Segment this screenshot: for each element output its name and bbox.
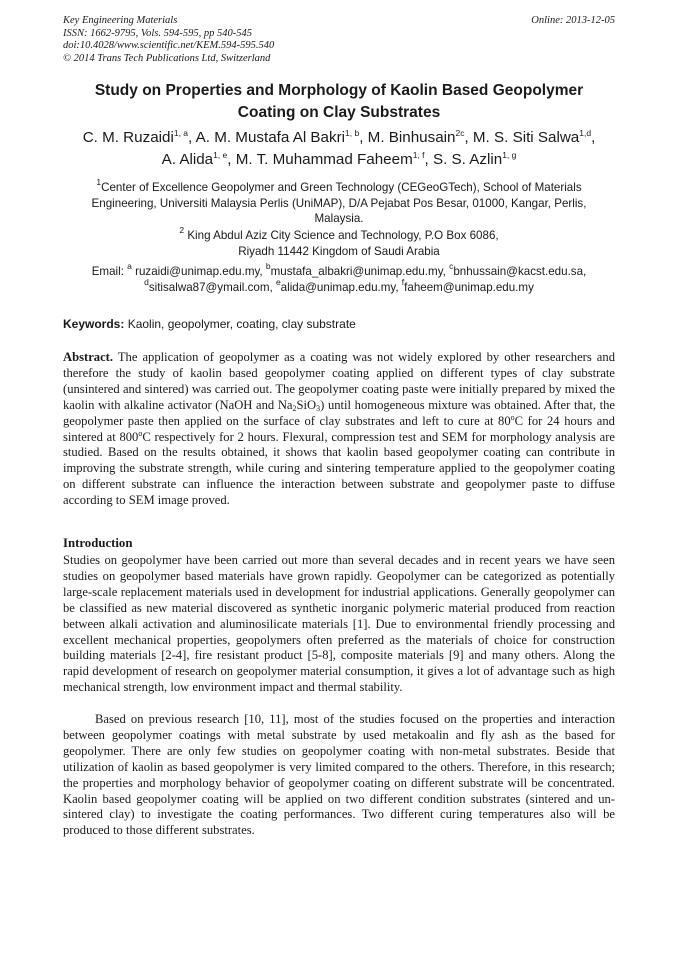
email-mark: f bbox=[401, 276, 405, 287]
author-affiliation-mark: 1, g bbox=[502, 150, 517, 160]
email-address[interactable]: bnhussain@kacst.edu.sa, bbox=[453, 265, 587, 278]
author-name: A. Alida bbox=[161, 151, 214, 168]
email-mark: a bbox=[127, 261, 132, 271]
author-name: M. T. Muhammad Faheem bbox=[235, 151, 413, 168]
keywords bbox=[63, 316, 615, 332]
author-separator: , bbox=[464, 129, 473, 146]
keywords-label: Keywords: bbox=[63, 317, 125, 331]
email-address[interactable]: ruzaidi@unimap.edu.my, bbox=[131, 265, 266, 278]
abstract-text: C for 24 hours and sintered at 800 bbox=[63, 413, 615, 444]
affiliation-line: Malaysia. bbox=[314, 212, 364, 225]
affiliation-mark: 1 bbox=[96, 177, 102, 187]
copyright-line: © 2014 Trans Tech Publications Ltd, Switzerland bbox=[63, 52, 271, 64]
introduction-paragraph-1: Studies on geopolymer have been carried out more than several decades and in recent years we have seen studies on geopolymer based materials have grown rapidly. Geopolymer can be categorized as potentially large-scale replacement materials used in development for industrial applications. Generally geopolymer can be classified as new material discovered as synthetic inorganic polymeric material produced from reaction between alkali activation and aluminosilicate materials [1]. Due to environmental friendly processing and excellent mechanical properties, geopolymers often preferred as the materials of choice for construction building materials [2-4], fire resistant product [5-8], composite materials [9] and many others. Along the rapid development of research on geopolymer material consumption, it gives a lot of advantage such as high mechanical strength, low environment impact and thermal stability. bbox=[63, 553, 615, 695]
degree-mark: o bbox=[138, 428, 143, 438]
issn-line: ISSN: 1662-9795, Vols. 594-595, pp 540-545 bbox=[63, 27, 252, 39]
author-name: S. S. Azlin bbox=[432, 151, 503, 168]
author-separator: , bbox=[424, 151, 433, 168]
author-affiliation-mark: 1,d bbox=[579, 128, 592, 138]
subscript: 2 bbox=[292, 403, 297, 413]
email-address[interactable]: alida@unimap.edu.my, bbox=[280, 280, 402, 294]
author-affiliation-mark: 1, e bbox=[213, 150, 228, 160]
abstract-text: ) until homogeneous mixture was obtained. After that, the geopolymer paste then applied on the surface of clay substrates and left to cure at 80 bbox=[63, 397, 615, 428]
email-label: Email: bbox=[91, 265, 128, 278]
email-mark: c bbox=[449, 261, 454, 271]
journal-name: Key Engineering Materials bbox=[63, 15, 178, 26]
affiliation-2 bbox=[63, 225, 615, 259]
author-affiliation-mark: 1, b bbox=[345, 128, 360, 138]
title-line-1: Study on Properties and Morphology of Kaolin Based Geopolymer bbox=[94, 82, 584, 99]
author-affiliation-mark: 1, f bbox=[412, 150, 425, 160]
introduction-paragraph-2: Based on previous research [10, 11], most of the studies focused on the properties and interaction between geopolymer coatings with metal substrate by used metakoalin and fly ash as the based for geopolymer. There are only few studies on geopolymer coating with non-metal substrates. Beside that utilization of kaolin as based geopolymer is very limited compared to the others. Therefore, in this research; the properties and morphology behavior of geopolymer coating on different substrate will be concentrated. Kaolin based geopolymer coating will be applied on two different condition substrates (sintered and un-sintered clay) to investigate the coating performances. Two different curing temperatures also will be produced to those different substrates. bbox=[63, 712, 615, 838]
subscript: 3 bbox=[316, 403, 321, 413]
affiliation-line: Riyadh 11442 Kingdom of Saudi Arabia bbox=[238, 244, 440, 258]
author-name: M. Binhusain bbox=[367, 129, 456, 146]
email-address[interactable]: faheem@unimap.edu.my bbox=[404, 280, 534, 294]
author-name: A. M. Mustafa Al Bakri bbox=[195, 129, 346, 146]
author-affiliation-mark: 2c bbox=[455, 128, 465, 138]
affiliation-mark: 2 bbox=[179, 225, 185, 235]
email-address[interactable]: mustafa_albakri@unimap.edu.my, bbox=[270, 265, 450, 278]
keywords-text: Kaolin, geopolymer, coating, clay substrate bbox=[124, 317, 356, 331]
author-list bbox=[63, 127, 615, 171]
journal-header bbox=[63, 15, 615, 65]
author-separator: , bbox=[359, 129, 368, 146]
email-address[interactable]: sitisalwa87@ymail.com, bbox=[148, 280, 276, 294]
paper-title bbox=[63, 80, 615, 124]
author-name: C. M. Ruzaidi bbox=[82, 129, 174, 146]
author-affiliation-mark: 1, a bbox=[173, 128, 189, 138]
author-name: M. S. Siti Salwa bbox=[472, 129, 580, 146]
author-separator: , bbox=[227, 151, 236, 168]
email-list bbox=[63, 261, 615, 295]
affiliation-line: Engineering, Universiti Malaysia Perlis (UniMAP), D/A Pejabat Pos Besar, 01000, Kangar, Perlis, bbox=[91, 196, 587, 210]
affiliation-1 bbox=[63, 177, 615, 227]
author-separator: , bbox=[188, 129, 196, 146]
affiliation-line: Center of Excellence Geopolymer and Green Technology (CEGeoGTech), School of Materials bbox=[101, 181, 582, 194]
degree-mark: o bbox=[510, 412, 515, 422]
email-mark: d bbox=[144, 276, 149, 287]
abstract-text: The application of geopolymer as a coating was not widely explored by other researchers and therefore the study of kaolin based geopolymer coating applied on different types of clay substrate (unsintered and sintered) was carried out. The geopolymer coating paste were initially prepared by mixed the kaolin with alkaline activator (NaOH and Na bbox=[63, 350, 615, 412]
section-heading-introduction: Introduction bbox=[63, 536, 133, 550]
title-line-2: Coating on Clay Substrates bbox=[237, 104, 441, 121]
online-date: Online: 2013-12-05 bbox=[531, 15, 615, 26]
author-separator: , bbox=[591, 129, 596, 146]
email-mark: b bbox=[265, 261, 271, 271]
abstract-text: C respectively for 2 hours. Flexural, compression test and SEM for morphology analysis are studied. Based on the results obtained, it shows that kaolin based geopolymer coating can contribute in improving the substrate strength, while curing and sintering temperature applied to the geopolymer coating on different substrate can influence the interaction between substrate and geopolymer paste to diffuse according to SEM image proved. bbox=[63, 429, 615, 508]
email-mark: e bbox=[275, 276, 281, 287]
abstract bbox=[63, 350, 615, 509]
abstract-label: Abstract. bbox=[63, 350, 114, 364]
abstract-text: SiO bbox=[296, 397, 317, 412]
affiliation-line: King Abdul Aziz City Science and Technology, P.O Box 6086, bbox=[184, 229, 499, 242]
doi-line: doi:10.4028/www.scientific.net/KEM.594-595.540 bbox=[63, 40, 275, 51]
